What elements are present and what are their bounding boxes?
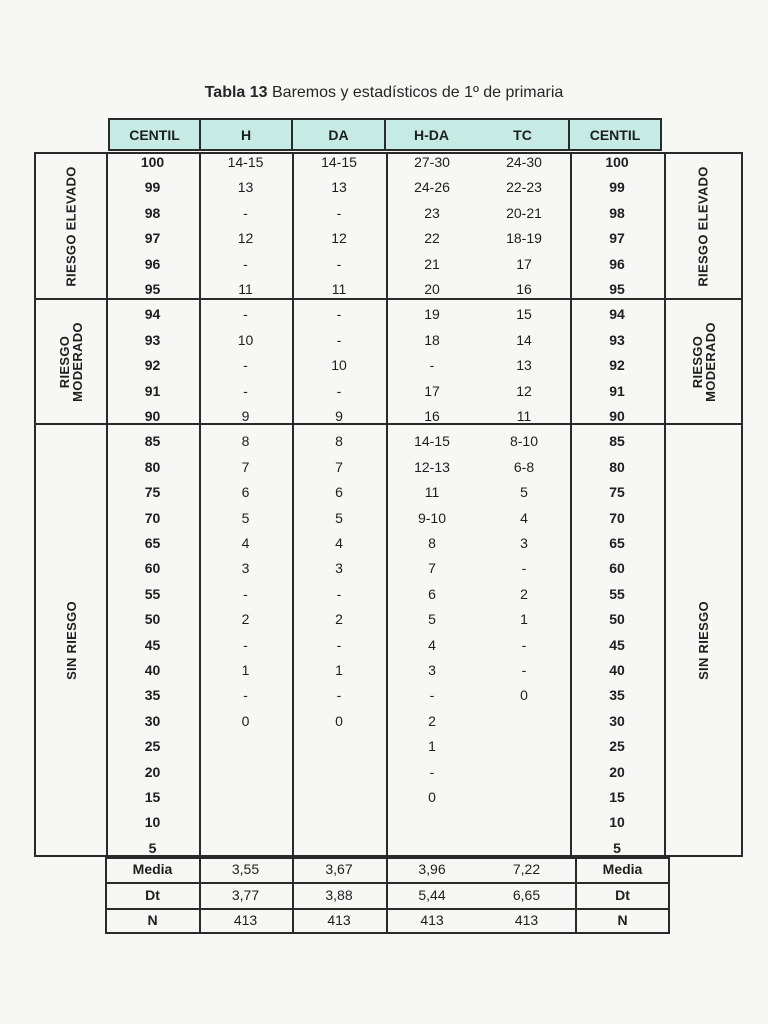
band-label-line: RIESGO xyxy=(689,335,705,388)
score-cell-tc xyxy=(478,785,570,810)
centil-right-cell: 60 xyxy=(609,560,625,577)
score-cell-da: 5 xyxy=(335,509,343,526)
band-sin-riesgo-right xyxy=(666,425,741,855)
score-cell-da: - xyxy=(336,204,342,221)
score-cell-tc xyxy=(478,734,570,759)
score-cell-da: 14-15 xyxy=(321,154,357,170)
stat-value-tc: 6,65 xyxy=(512,886,541,903)
score-cell-hda: - xyxy=(429,357,435,374)
score-cell-tc: 22-23 xyxy=(506,179,542,196)
score-cell-h: 3 xyxy=(241,560,250,577)
centil-right-cell: 100 xyxy=(605,154,629,170)
score-cell-hda: 11 xyxy=(424,484,440,501)
score-cell-da: - xyxy=(336,382,342,399)
score-cell-hda: 9-10 xyxy=(417,509,447,526)
score-cell-h: 10 xyxy=(237,331,254,348)
score-cell-hda: 16 xyxy=(424,408,440,424)
score-cell-da: 0 xyxy=(335,712,343,729)
stat-label: Media xyxy=(602,861,643,877)
score-cell-da: 1 xyxy=(335,662,343,678)
centil-left-cell: 91 xyxy=(144,382,161,399)
score-cell-h: 0 xyxy=(241,712,250,729)
centil-right-cell: 30 xyxy=(609,712,625,729)
score-cell-h: 14-15 xyxy=(227,154,264,170)
score-cell-hda: 4 xyxy=(428,636,436,653)
score-cell-h: - xyxy=(243,687,248,704)
centil-right-cell: 80 xyxy=(609,458,625,475)
score-cell-h: 4 xyxy=(241,535,250,551)
score-cell-da: - xyxy=(336,687,342,704)
score-cell-tc: 11 xyxy=(516,408,532,424)
header-centil-left xyxy=(108,118,201,151)
score-cell-hda: 2 xyxy=(428,712,436,729)
stat-value-tc: 7,22 xyxy=(512,861,541,877)
header-centil-right xyxy=(568,118,662,151)
score-cell-hda: 17 xyxy=(424,382,440,399)
score-cell-da: 4 xyxy=(335,535,343,551)
centil-left-cell: 97 xyxy=(144,230,161,247)
centil-left-cell: 94 xyxy=(144,306,161,323)
score-cell-tc: 2 xyxy=(520,585,528,602)
header-label: H xyxy=(240,126,252,143)
centil-left-cell: 99 xyxy=(144,179,161,196)
score-cell-hda: 23 xyxy=(424,204,440,221)
table-caption: Baremos y estadísticos de 1º de primaria xyxy=(267,84,564,101)
score-cell-tc xyxy=(478,760,570,785)
band-label-line: MODERADO xyxy=(70,321,85,402)
score-cell-h: 12 xyxy=(237,230,254,247)
score-cell-da: 6 xyxy=(335,484,343,501)
centil-right-cell: 93 xyxy=(609,331,625,348)
score-cell-h: - xyxy=(243,204,248,221)
centil-right-cell: 40 xyxy=(609,662,625,678)
header-label: CENTIL xyxy=(129,126,180,143)
centil-left-cell: 40 xyxy=(144,662,161,678)
score-cell-tc: 13 xyxy=(516,357,532,374)
score-cell-hda: 12-13 xyxy=(414,458,450,475)
score-cell-da: 9 xyxy=(335,408,343,424)
score-cell-h: - xyxy=(243,636,248,653)
score-cell-hda: 14-15 xyxy=(414,433,450,450)
score-cell-hda: 24-26 xyxy=(414,179,450,196)
score-cell-da: 2 xyxy=(335,611,343,628)
centil-left-cell: 10 xyxy=(144,814,161,831)
centil-left-cell: 98 xyxy=(144,204,161,221)
centil-left-cell: 95 xyxy=(144,281,161,297)
band-label: SIN RIESGO xyxy=(696,600,712,680)
stat-label: Dt xyxy=(615,886,630,903)
stat-value-da: 3,67 xyxy=(325,861,353,877)
score-cell-da xyxy=(292,810,386,835)
centil-right-cell: 35 xyxy=(609,687,625,704)
centil-right-cell: 65 xyxy=(609,535,625,551)
table-number: Tabla 13 xyxy=(204,84,268,101)
score-cell-da: 3 xyxy=(335,560,343,577)
score-cell-da: 7 xyxy=(335,458,343,475)
centil-right-cell: 90 xyxy=(609,408,625,424)
header-da xyxy=(291,118,386,151)
centil-right-cell: 91 xyxy=(609,382,625,399)
score-cell-tc xyxy=(478,810,570,835)
centil-left-cell: 25 xyxy=(144,738,161,755)
score-cell-h xyxy=(199,785,292,810)
centil-left-cell: 93 xyxy=(144,331,161,348)
score-cell-hda: 5 xyxy=(428,611,436,628)
centil-left-cell: 75 xyxy=(144,484,161,501)
stat-value-tc: 413 xyxy=(514,912,539,929)
centil-right-cell: 20 xyxy=(609,763,625,780)
score-cell-tc: 15 xyxy=(516,306,532,323)
centil-left-cell: 30 xyxy=(144,712,161,729)
band-label-line: MODERADO xyxy=(702,321,718,402)
score-cell-tc: 0 xyxy=(520,687,528,704)
header-label: H-DA xyxy=(414,126,449,143)
score-cell-h: 6 xyxy=(241,484,250,501)
score-cell-tc: - xyxy=(521,662,527,678)
band-label: SIN RIESGO xyxy=(63,600,79,680)
score-cell-hda: - xyxy=(429,687,435,704)
score-cell-hda: 20 xyxy=(424,281,440,297)
score-cell-tc: 5 xyxy=(520,484,528,501)
score-cell-tc: 14 xyxy=(516,331,532,348)
score-cell-hda: 6 xyxy=(428,585,436,602)
band-label xyxy=(691,322,717,402)
score-cell-hda: 0 xyxy=(428,789,436,805)
band-riesgo-moderado-right xyxy=(666,300,741,423)
centil-left-cell: 55 xyxy=(144,585,161,602)
score-cell-tc: 12 xyxy=(516,382,532,399)
score-cell-h: 8 xyxy=(241,433,250,450)
table-title xyxy=(0,84,768,102)
centil-left-cell: 96 xyxy=(144,255,161,272)
score-cell-h: - xyxy=(243,255,248,272)
header-label: TC xyxy=(513,126,532,143)
centil-left-cell: 5 xyxy=(148,839,157,856)
score-cell-h: 11 xyxy=(238,281,253,297)
band-riesgo-elevado-left xyxy=(36,154,106,298)
centil-left-cell: 85 xyxy=(144,433,161,450)
score-cell-da: 10 xyxy=(331,357,347,374)
centil-right-cell: 98 xyxy=(609,204,625,221)
score-cell-tc: 4 xyxy=(520,509,528,526)
score-cell-hda: 21 xyxy=(424,255,440,272)
centil-left-cell: 90 xyxy=(144,408,161,424)
score-cell-h xyxy=(199,760,292,785)
centil-right-cell: 95 xyxy=(609,281,625,297)
stat-label: N xyxy=(147,912,158,929)
centil-right-cell: 99 xyxy=(609,179,625,196)
score-cell-tc: 18-19 xyxy=(506,230,542,247)
band-label: RIESGO ELEVADO xyxy=(696,165,712,287)
score-cell-tc: 8-10 xyxy=(509,433,539,450)
header-h xyxy=(199,118,293,151)
centil-left-cell: 50 xyxy=(144,611,161,628)
stat-value-da: 3,88 xyxy=(325,886,353,903)
centil-right-cell: 70 xyxy=(609,509,625,526)
band-riesgo-moderado-left xyxy=(36,300,106,423)
centil-right-cell: 10 xyxy=(609,814,625,831)
stat-value-h: 413 xyxy=(233,912,258,929)
centil-left-cell: 45 xyxy=(144,636,161,653)
stat-value-h: 3,77 xyxy=(231,886,260,903)
band-label xyxy=(58,322,84,402)
score-cell-h: 5 xyxy=(241,509,250,526)
score-cell-h: - xyxy=(243,306,248,323)
centil-right-cell: 25 xyxy=(609,738,625,755)
stat-value-h: 3,55 xyxy=(231,861,260,877)
score-cell-h: - xyxy=(243,382,248,399)
score-cell-hda: 7 xyxy=(428,560,436,577)
score-cell-h: 2 xyxy=(241,611,250,628)
score-cell-da: - xyxy=(336,255,342,272)
score-cell-hda: 19 xyxy=(424,306,440,323)
centil-right-cell: 15 xyxy=(609,789,625,805)
stat-value-hda: 5,44 xyxy=(418,886,446,903)
centil-right-cell: 75 xyxy=(609,484,625,501)
band-riesgo-elevado-right xyxy=(666,154,741,298)
centil-right-cell: 85 xyxy=(609,433,625,450)
centil-left-cell: 65 xyxy=(144,535,161,551)
centil-left-cell: 20 xyxy=(144,763,161,780)
score-cell-h: 1 xyxy=(241,662,250,678)
score-cell-tc: 3 xyxy=(520,535,528,551)
score-cell-da: - xyxy=(336,331,342,348)
stat-value-hda: 3,96 xyxy=(418,861,446,877)
centil-left-cell: 60 xyxy=(144,560,161,577)
score-cell-h xyxy=(199,734,292,759)
score-cell-hda: 3 xyxy=(428,662,436,678)
centil-left-cell: 92 xyxy=(144,357,161,374)
score-cell-tc: 6-8 xyxy=(513,458,535,475)
header-label: CENTIL xyxy=(589,126,641,143)
score-cell-h: 9 xyxy=(241,408,250,424)
score-cell-tc: - xyxy=(521,560,527,577)
score-cell-tc xyxy=(478,709,570,734)
score-cell-tc: 20-21 xyxy=(506,204,542,221)
centil-left-cell: 80 xyxy=(144,458,161,475)
score-cell-da: 11 xyxy=(331,281,347,297)
score-cell-h: - xyxy=(243,357,248,374)
stat-label: Media xyxy=(132,861,173,877)
score-cell-da: 8 xyxy=(335,433,343,450)
score-cell-da: - xyxy=(336,306,342,323)
centil-left-cell: 100 xyxy=(140,154,165,170)
score-cell-da xyxy=(292,734,386,759)
centil-left-cell: 15 xyxy=(144,789,161,805)
score-cell-tc: 24-30 xyxy=(506,154,542,170)
score-cell-hda: 18 xyxy=(424,331,440,348)
centil-right-cell: 55 xyxy=(609,585,625,602)
centil-left-cell: 35 xyxy=(144,687,161,704)
score-cell-hda: 27-30 xyxy=(414,154,450,170)
score-cell-da: - xyxy=(336,636,342,653)
centil-right-cell: 92 xyxy=(609,357,625,374)
stat-value-da: 413 xyxy=(327,912,351,929)
score-cell-h: - xyxy=(243,585,248,602)
header-label: DA xyxy=(328,126,349,143)
score-cell-tc: 16 xyxy=(516,281,532,297)
score-cell-h: 13 xyxy=(237,179,254,196)
score-cell-h: 7 xyxy=(241,458,250,475)
score-cell-h xyxy=(199,810,292,835)
stat-value-hda: 413 xyxy=(420,912,444,929)
centil-right-cell: 45 xyxy=(609,636,625,653)
score-cell-hda: 1 xyxy=(428,738,436,755)
score-cell-da xyxy=(292,760,386,785)
centil-right-cell: 97 xyxy=(609,230,625,247)
band-label: RIESGO ELEVADO xyxy=(63,165,79,287)
score-cell-tc: - xyxy=(521,636,527,653)
score-cell-da: 13 xyxy=(331,179,347,196)
band-sin-riesgo-left xyxy=(36,425,106,855)
score-cell-da xyxy=(292,785,386,810)
score-cell-hda: 8 xyxy=(428,535,436,551)
stat-label: N xyxy=(617,912,628,929)
score-cell-tc: 1 xyxy=(520,611,528,628)
centil-right-cell: 94 xyxy=(609,306,625,323)
score-cell-hda: 22 xyxy=(424,230,440,247)
header-hda-tc xyxy=(384,118,570,151)
centil-left-cell: 70 xyxy=(144,509,161,526)
band-label-line: RIESGO xyxy=(57,335,72,388)
stat-label: Dt xyxy=(145,886,160,903)
centil-right-cell: 5 xyxy=(613,839,621,856)
score-cell-hda: - xyxy=(429,763,435,780)
score-cell-hda xyxy=(386,810,478,835)
centil-right-cell: 96 xyxy=(609,255,625,272)
centil-right-cell: 50 xyxy=(609,611,625,628)
score-cell-tc: 17 xyxy=(516,255,532,272)
score-cell-da: - xyxy=(336,585,342,602)
score-cell-da: 12 xyxy=(331,230,347,247)
